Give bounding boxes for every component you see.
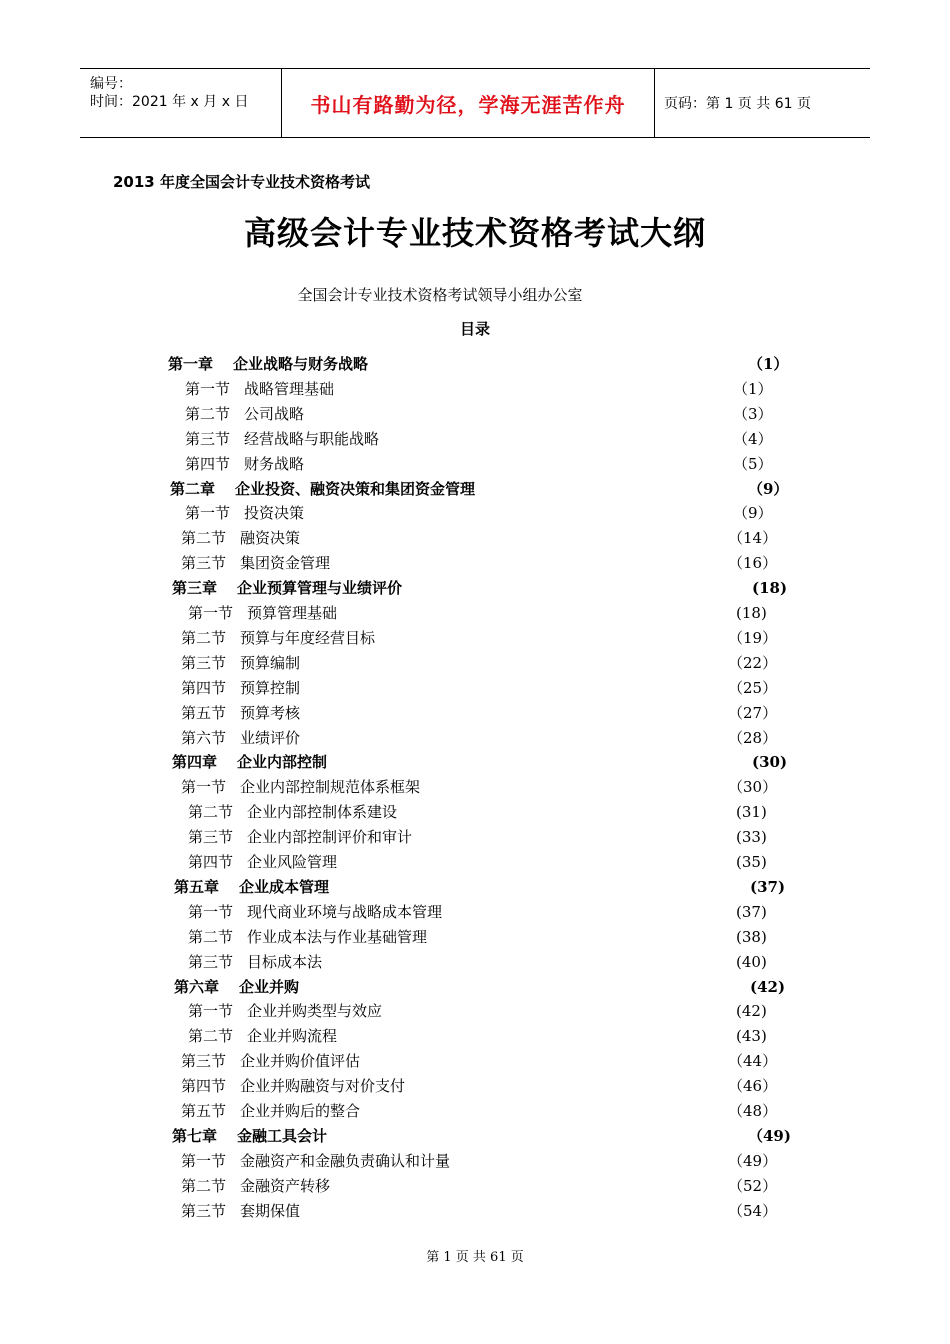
section-title: 现代商业环境与战略成本管理 <box>247 903 443 921</box>
toc-section-row <box>181 1049 360 1073</box>
section-title: 企业并购类型与效应 <box>247 1002 383 1020</box>
toc-chapter-row <box>170 477 475 501</box>
toc-section-row <box>181 1074 405 1098</box>
toc-page-number: （1） <box>748 355 789 373</box>
section-number: 第三节 <box>181 654 227 672</box>
toc-section-row <box>181 526 300 550</box>
toc-page-number: （4） <box>733 430 773 448</box>
toc-page-number: （9） <box>748 480 789 498</box>
toc-section-row <box>181 626 375 650</box>
section-number: 第二节 <box>181 529 227 547</box>
toc-page-number: （27） <box>728 704 778 722</box>
toc-section-row <box>188 850 337 874</box>
toc-section-row <box>185 402 304 426</box>
section-title: 预算编制 <box>240 654 301 672</box>
toc-page-number: （22） <box>728 654 778 672</box>
section-number: 第一节 <box>188 1002 234 1020</box>
section-number: 第三节 <box>181 1202 227 1220</box>
section-title: 套期保值 <box>240 1202 301 1220</box>
toc-section-row <box>185 427 379 451</box>
chapter-number: 第三章 <box>172 579 218 597</box>
document-header <box>80 68 870 138</box>
section-title: 公司战略 <box>244 405 305 423</box>
section-number: 第三节 <box>181 1052 227 1070</box>
chapter-title: 企业成本管理 <box>239 878 330 896</box>
section-number: 第二节 <box>188 803 234 821</box>
section-title: 预算考核 <box>240 704 301 722</box>
toc-page-number: （44） <box>728 1052 778 1070</box>
toc-section-row <box>188 999 382 1023</box>
toc-section-row <box>181 551 330 575</box>
motto-text: 书山有路勤为径，学海无涯苦作舟 <box>310 92 626 117</box>
exam-year-heading: 2013 年度全国会计专业技术资格考试 <box>113 173 370 191</box>
toc-page-number: （5） <box>733 455 773 473</box>
header-page-code-cell <box>654 69 870 137</box>
toc-page-number: (43) <box>736 1027 767 1045</box>
toc-page-number: （1） <box>733 380 773 398</box>
toc-heading: 目录 <box>459 320 490 338</box>
section-title: 企业并购流程 <box>247 1027 338 1045</box>
section-number: 第二节 <box>188 928 234 946</box>
toc-page-number: (30) <box>752 753 788 771</box>
section-number: 第四节 <box>181 1077 227 1095</box>
chapter-number: 第七章 <box>172 1127 218 1145</box>
section-number: 第二节 <box>185 405 231 423</box>
page-title: 高级会计专业技术资格考试大纲 <box>243 214 706 252</box>
toc-page-number: （19） <box>728 629 778 647</box>
time-label: 时间：2021 年 x 月 x 日 <box>90 94 249 110</box>
toc-section-row <box>188 1024 337 1048</box>
chapter-number: 第二章 <box>170 480 216 498</box>
toc-section-row <box>181 1099 360 1123</box>
section-title: 预算控制 <box>240 679 301 697</box>
toc-page-number: （54） <box>728 1202 778 1220</box>
toc-section-row <box>181 1199 300 1223</box>
toc-page-number: （46） <box>728 1077 778 1095</box>
toc-page-number: （52） <box>728 1177 778 1195</box>
chapter-title: 金融工具会计 <box>237 1127 328 1145</box>
toc-section-row <box>181 726 300 750</box>
toc-section-row <box>185 501 304 525</box>
toc-chapter-row <box>174 975 299 999</box>
toc-section-row <box>188 925 427 949</box>
page-footer: 第 1 页 共 61 页 <box>426 1250 524 1265</box>
section-title: 企业并购融资与对价支付 <box>240 1077 406 1095</box>
toc-chapter-row <box>168 352 368 376</box>
section-title: 目标成本法 <box>247 953 323 971</box>
section-number: 第一节 <box>181 1152 227 1170</box>
toc-page-number: (18) <box>752 579 788 597</box>
section-number: 第一节 <box>181 778 227 796</box>
issuer-line: 全国会计专业技术资格考试领导小组办公室 <box>297 286 583 304</box>
chapter-title: 企业投资、融资决策和集团资金管理 <box>235 480 476 498</box>
section-number: 第二节 <box>181 629 227 647</box>
section-number: 第一节 <box>188 903 234 921</box>
toc-section-row <box>188 900 442 924</box>
toc-section-row <box>181 775 420 799</box>
section-title: 企业内部控制规范体系框架 <box>240 778 421 796</box>
section-number: 第四节 <box>181 679 227 697</box>
toc-page-number: (42) <box>750 978 786 996</box>
chapter-title: 企业并购 <box>239 978 300 996</box>
toc-page-number: （48） <box>728 1102 778 1120</box>
toc-page-number: （30） <box>728 778 778 796</box>
toc-chapter-row <box>174 875 329 899</box>
section-number: 第五节 <box>181 704 227 722</box>
section-title: 集团资金管理 <box>240 554 331 572</box>
section-title: 战略管理基础 <box>244 380 335 398</box>
section-number: 第一节 <box>185 380 231 398</box>
toc-page-number: （16） <box>728 554 778 572</box>
toc-page-number: (42) <box>736 1002 767 1020</box>
number-label: 编号： <box>90 76 132 92</box>
toc-chapter-row <box>172 1124 327 1148</box>
section-title: 企业并购后的整合 <box>240 1102 361 1120</box>
toc-section-row <box>188 825 412 849</box>
section-number: 第六节 <box>181 729 227 747</box>
toc-page-number: (31) <box>736 803 767 821</box>
chapter-number: 第五章 <box>174 878 220 896</box>
toc-section-row <box>188 601 337 625</box>
section-number: 第一节 <box>185 504 231 522</box>
toc-page-number: (37) <box>736 903 767 921</box>
section-title: 融资决策 <box>240 529 301 547</box>
toc-section-row <box>188 800 397 824</box>
section-title: 企业内部控制体系建设 <box>247 803 398 821</box>
toc-section-row <box>185 452 304 476</box>
toc-page-number: (18) <box>736 604 767 622</box>
section-title: 业绩评价 <box>240 729 301 747</box>
section-title: 企业风险管理 <box>247 853 338 871</box>
section-number: 第四节 <box>188 853 234 871</box>
section-title: 投资决策 <box>244 504 305 522</box>
section-title: 金融资产转移 <box>240 1177 331 1195</box>
toc-page-number: （3） <box>733 405 773 423</box>
chapter-title: 企业内部控制 <box>237 753 328 771</box>
section-title: 经营战略与职能战略 <box>244 430 380 448</box>
toc-section-row <box>181 1174 330 1198</box>
toc-page-number: （49) <box>748 1127 791 1145</box>
section-number: 第三节 <box>188 953 234 971</box>
toc-page-number: （14） <box>728 529 778 547</box>
section-title: 金融资产和金融负责确认和计量 <box>240 1152 451 1170</box>
toc-section-row <box>181 701 300 725</box>
section-number: 第五节 <box>181 1102 227 1120</box>
toc-page-number: （9） <box>733 504 773 522</box>
section-number: 第三节 <box>185 430 231 448</box>
section-number: 第四节 <box>185 455 231 473</box>
chapter-number: 第六章 <box>174 978 220 996</box>
header-left-cell <box>80 69 280 137</box>
chapter-number: 第四章 <box>172 753 218 771</box>
toc-section-row <box>181 651 300 675</box>
header-motto-cell <box>281 69 655 137</box>
toc-chapter-row <box>172 750 327 774</box>
chapter-title: 企业预算管理与业绩评价 <box>237 579 403 597</box>
section-number: 第二节 <box>188 1027 234 1045</box>
toc-section-row <box>188 950 322 974</box>
section-number: 第三节 <box>181 554 227 572</box>
chapter-number: 第一章 <box>168 355 214 373</box>
section-number: 第一节 <box>188 604 234 622</box>
section-title: 预算与年度经营目标 <box>240 629 376 647</box>
section-title: 预算管理基础 <box>247 604 338 622</box>
section-title: 企业并购价值评估 <box>240 1052 361 1070</box>
toc-page-number: (40) <box>736 953 767 971</box>
toc-page-number: (37) <box>750 878 786 896</box>
toc-section-row <box>181 676 300 700</box>
toc-page-number: （49） <box>728 1152 778 1170</box>
section-number: 第三节 <box>188 828 234 846</box>
toc-chapter-row <box>172 576 402 600</box>
toc-section-row <box>185 377 334 401</box>
toc-section-row <box>181 1149 450 1173</box>
page-code: 页码：第 1 页 共 61 页 <box>664 96 811 112</box>
toc-page-number: (35) <box>736 853 767 871</box>
toc-page-number: (38) <box>736 928 767 946</box>
chapter-title: 企业战略与财务战略 <box>233 355 369 373</box>
section-title: 作业成本法与作业基础管理 <box>247 928 428 946</box>
section-title: 企业内部控制评价和审计 <box>247 828 413 846</box>
toc-page-number: （28） <box>728 729 778 747</box>
section-number: 第二节 <box>181 1177 227 1195</box>
section-title: 财务战略 <box>244 455 305 473</box>
toc-page-number: （25） <box>728 679 778 697</box>
toc-page-number: (33) <box>736 828 767 846</box>
